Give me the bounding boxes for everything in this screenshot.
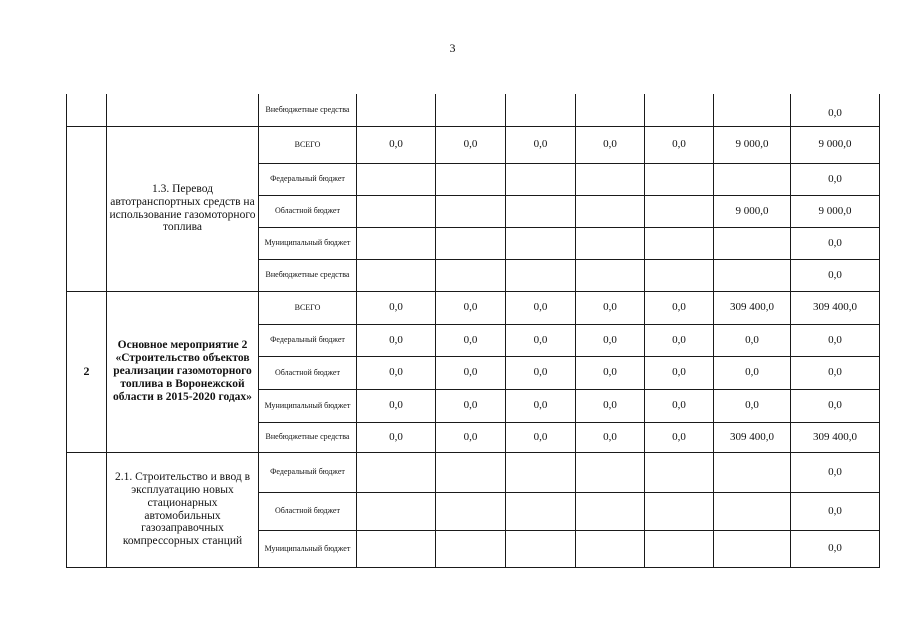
- value-cell: [357, 259, 436, 291]
- value-cell: [576, 492, 645, 530]
- value-cell: 0,0: [791, 530, 880, 567]
- value-cell: 0,0: [791, 452, 880, 492]
- source-cell: Федеральный бюджет: [259, 452, 357, 492]
- value-cell: [506, 452, 576, 492]
- value-cell: 0,0: [791, 227, 880, 259]
- value-cell: [645, 259, 714, 291]
- source-cell: Внебюджетные средства: [259, 422, 357, 452]
- value-cell: 309 400,0: [714, 291, 791, 324]
- value-cell: [576, 452, 645, 492]
- value-cell: 0,0: [357, 422, 436, 452]
- value-cell: 9 000,0: [714, 126, 791, 163]
- budget-table: [66, 94, 880, 568]
- value-cell: 0,0: [576, 389, 645, 422]
- value-cell: [506, 530, 576, 567]
- value-cell: [714, 94, 791, 126]
- value-cell: 0,0: [436, 356, 506, 389]
- value-cell: [436, 492, 506, 530]
- row-number: 2: [67, 291, 107, 452]
- value-cell: 9 000,0: [791, 126, 880, 163]
- value-cell: 309 400,0: [791, 422, 880, 452]
- value-cell: 0,0: [791, 389, 880, 422]
- source-cell: Муниципальный бюджет: [259, 227, 357, 259]
- source-cell: Областной бюджет: [259, 356, 357, 389]
- value-cell: [506, 94, 576, 126]
- value-cell: 0,0: [436, 324, 506, 356]
- value-cell: [576, 530, 645, 567]
- value-cell: 0,0: [506, 389, 576, 422]
- value-cell: 0,0: [645, 356, 714, 389]
- value-cell: [436, 259, 506, 291]
- value-cell: [576, 163, 645, 195]
- page-number: 3: [449, 41, 456, 55]
- source-cell: Внебюджетные средства: [259, 94, 357, 126]
- value-cell: [645, 492, 714, 530]
- value-cell: 0,0: [436, 389, 506, 422]
- value-cell: 0,0: [357, 126, 436, 163]
- value-cell: 0,0: [645, 324, 714, 356]
- source-cell: Муниципальный бюджет: [259, 530, 357, 567]
- value-cell: [436, 452, 506, 492]
- num-cell: [67, 126, 107, 291]
- value-cell: [506, 163, 576, 195]
- value-cell: [645, 195, 714, 227]
- value-cell: 0,0: [791, 259, 880, 291]
- value-cell: [506, 195, 576, 227]
- value-cell: [576, 195, 645, 227]
- measure-name: Основное мероприятие 2 «Строительство объектов реализации газомоторного топлива в Воронежской области в 2015-2020 годах»: [107, 291, 259, 452]
- source-cell: Муниципальный бюджет: [259, 389, 357, 422]
- value-cell: 0,0: [645, 126, 714, 163]
- value-cell: 0,0: [576, 291, 645, 324]
- value-cell: [576, 259, 645, 291]
- value-cell: [645, 227, 714, 259]
- value-cell: 0,0: [506, 324, 576, 356]
- value-cell: [714, 259, 791, 291]
- value-cell: [357, 530, 436, 567]
- value-cell: 0,0: [506, 126, 576, 163]
- source-cell: Федеральный бюджет: [259, 163, 357, 195]
- measure-name: 1.3. Перевод автотранспортных средств на использование газомоторного топлива: [107, 126, 259, 291]
- value-cell: 0,0: [506, 422, 576, 452]
- value-cell: 0,0: [791, 324, 880, 356]
- value-cell: 0,0: [576, 422, 645, 452]
- table-row: [67, 126, 880, 163]
- value-cell: [714, 530, 791, 567]
- source-cell: ВСЕГО: [259, 126, 357, 163]
- value-cell: 0,0: [791, 356, 880, 389]
- value-cell: 0,0: [576, 324, 645, 356]
- value-cell: [357, 452, 436, 492]
- value-cell: [645, 163, 714, 195]
- num-cell: [67, 94, 107, 126]
- value-cell: [357, 195, 436, 227]
- value-cell: [506, 259, 576, 291]
- value-cell: [714, 492, 791, 530]
- value-cell: 0,0: [791, 163, 880, 195]
- measure-name: 2.1. Строительство и ввод в эксплуатацию новых стационарных автомобильных газозаправочных компрессорных станций: [107, 452, 259, 567]
- value-cell: 0,0: [791, 94, 880, 126]
- value-cell: [645, 530, 714, 567]
- value-cell: [357, 163, 436, 195]
- value-cell: 309 400,0: [791, 291, 880, 324]
- value-cell: 0,0: [576, 356, 645, 389]
- value-cell: [436, 163, 506, 195]
- value-cell: 9 000,0: [714, 195, 791, 227]
- source-cell: Внебюджетные средства: [259, 259, 357, 291]
- value-cell: 0,0: [791, 492, 880, 530]
- value-cell: [506, 492, 576, 530]
- value-cell: 0,0: [645, 291, 714, 324]
- value-cell: 0,0: [576, 126, 645, 163]
- num-cell: [67, 452, 107, 567]
- value-cell: 0,0: [436, 422, 506, 452]
- value-cell: [357, 492, 436, 530]
- source-cell: ВСЕГО: [259, 291, 357, 324]
- value-cell: 0,0: [357, 291, 436, 324]
- value-cell: 0,0: [714, 389, 791, 422]
- value-cell: 0,0: [357, 356, 436, 389]
- value-cell: [576, 227, 645, 259]
- value-cell: [506, 227, 576, 259]
- name-cell: [107, 94, 259, 126]
- value-cell: 0,0: [645, 389, 714, 422]
- value-cell: 0,0: [436, 126, 506, 163]
- value-cell: 309 400,0: [714, 422, 791, 452]
- value-cell: [357, 227, 436, 259]
- value-cell: [576, 94, 645, 126]
- table-row: [67, 452, 880, 492]
- value-cell: [714, 227, 791, 259]
- value-cell: 9 000,0: [791, 195, 880, 227]
- value-cell: 0,0: [714, 324, 791, 356]
- value-cell: [436, 94, 506, 126]
- value-cell: 0,0: [506, 356, 576, 389]
- value-cell: 0,0: [645, 422, 714, 452]
- value-cell: [645, 452, 714, 492]
- value-cell: 0,0: [357, 389, 436, 422]
- value-cell: 0,0: [357, 324, 436, 356]
- source-cell: Областной бюджет: [259, 195, 357, 227]
- source-cell: Федеральный бюджет: [259, 324, 357, 356]
- value-cell: [436, 195, 506, 227]
- value-cell: [714, 452, 791, 492]
- value-cell: 0,0: [436, 291, 506, 324]
- value-cell: 0,0: [714, 356, 791, 389]
- value-cell: [714, 163, 791, 195]
- table-row: [67, 291, 880, 324]
- value-cell: [645, 94, 714, 126]
- value-cell: [436, 227, 506, 259]
- value-cell: [436, 530, 506, 567]
- value-cell: [357, 94, 436, 126]
- table-row: [67, 94, 880, 126]
- source-cell: Областной бюджет: [259, 492, 357, 530]
- value-cell: 0,0: [506, 291, 576, 324]
